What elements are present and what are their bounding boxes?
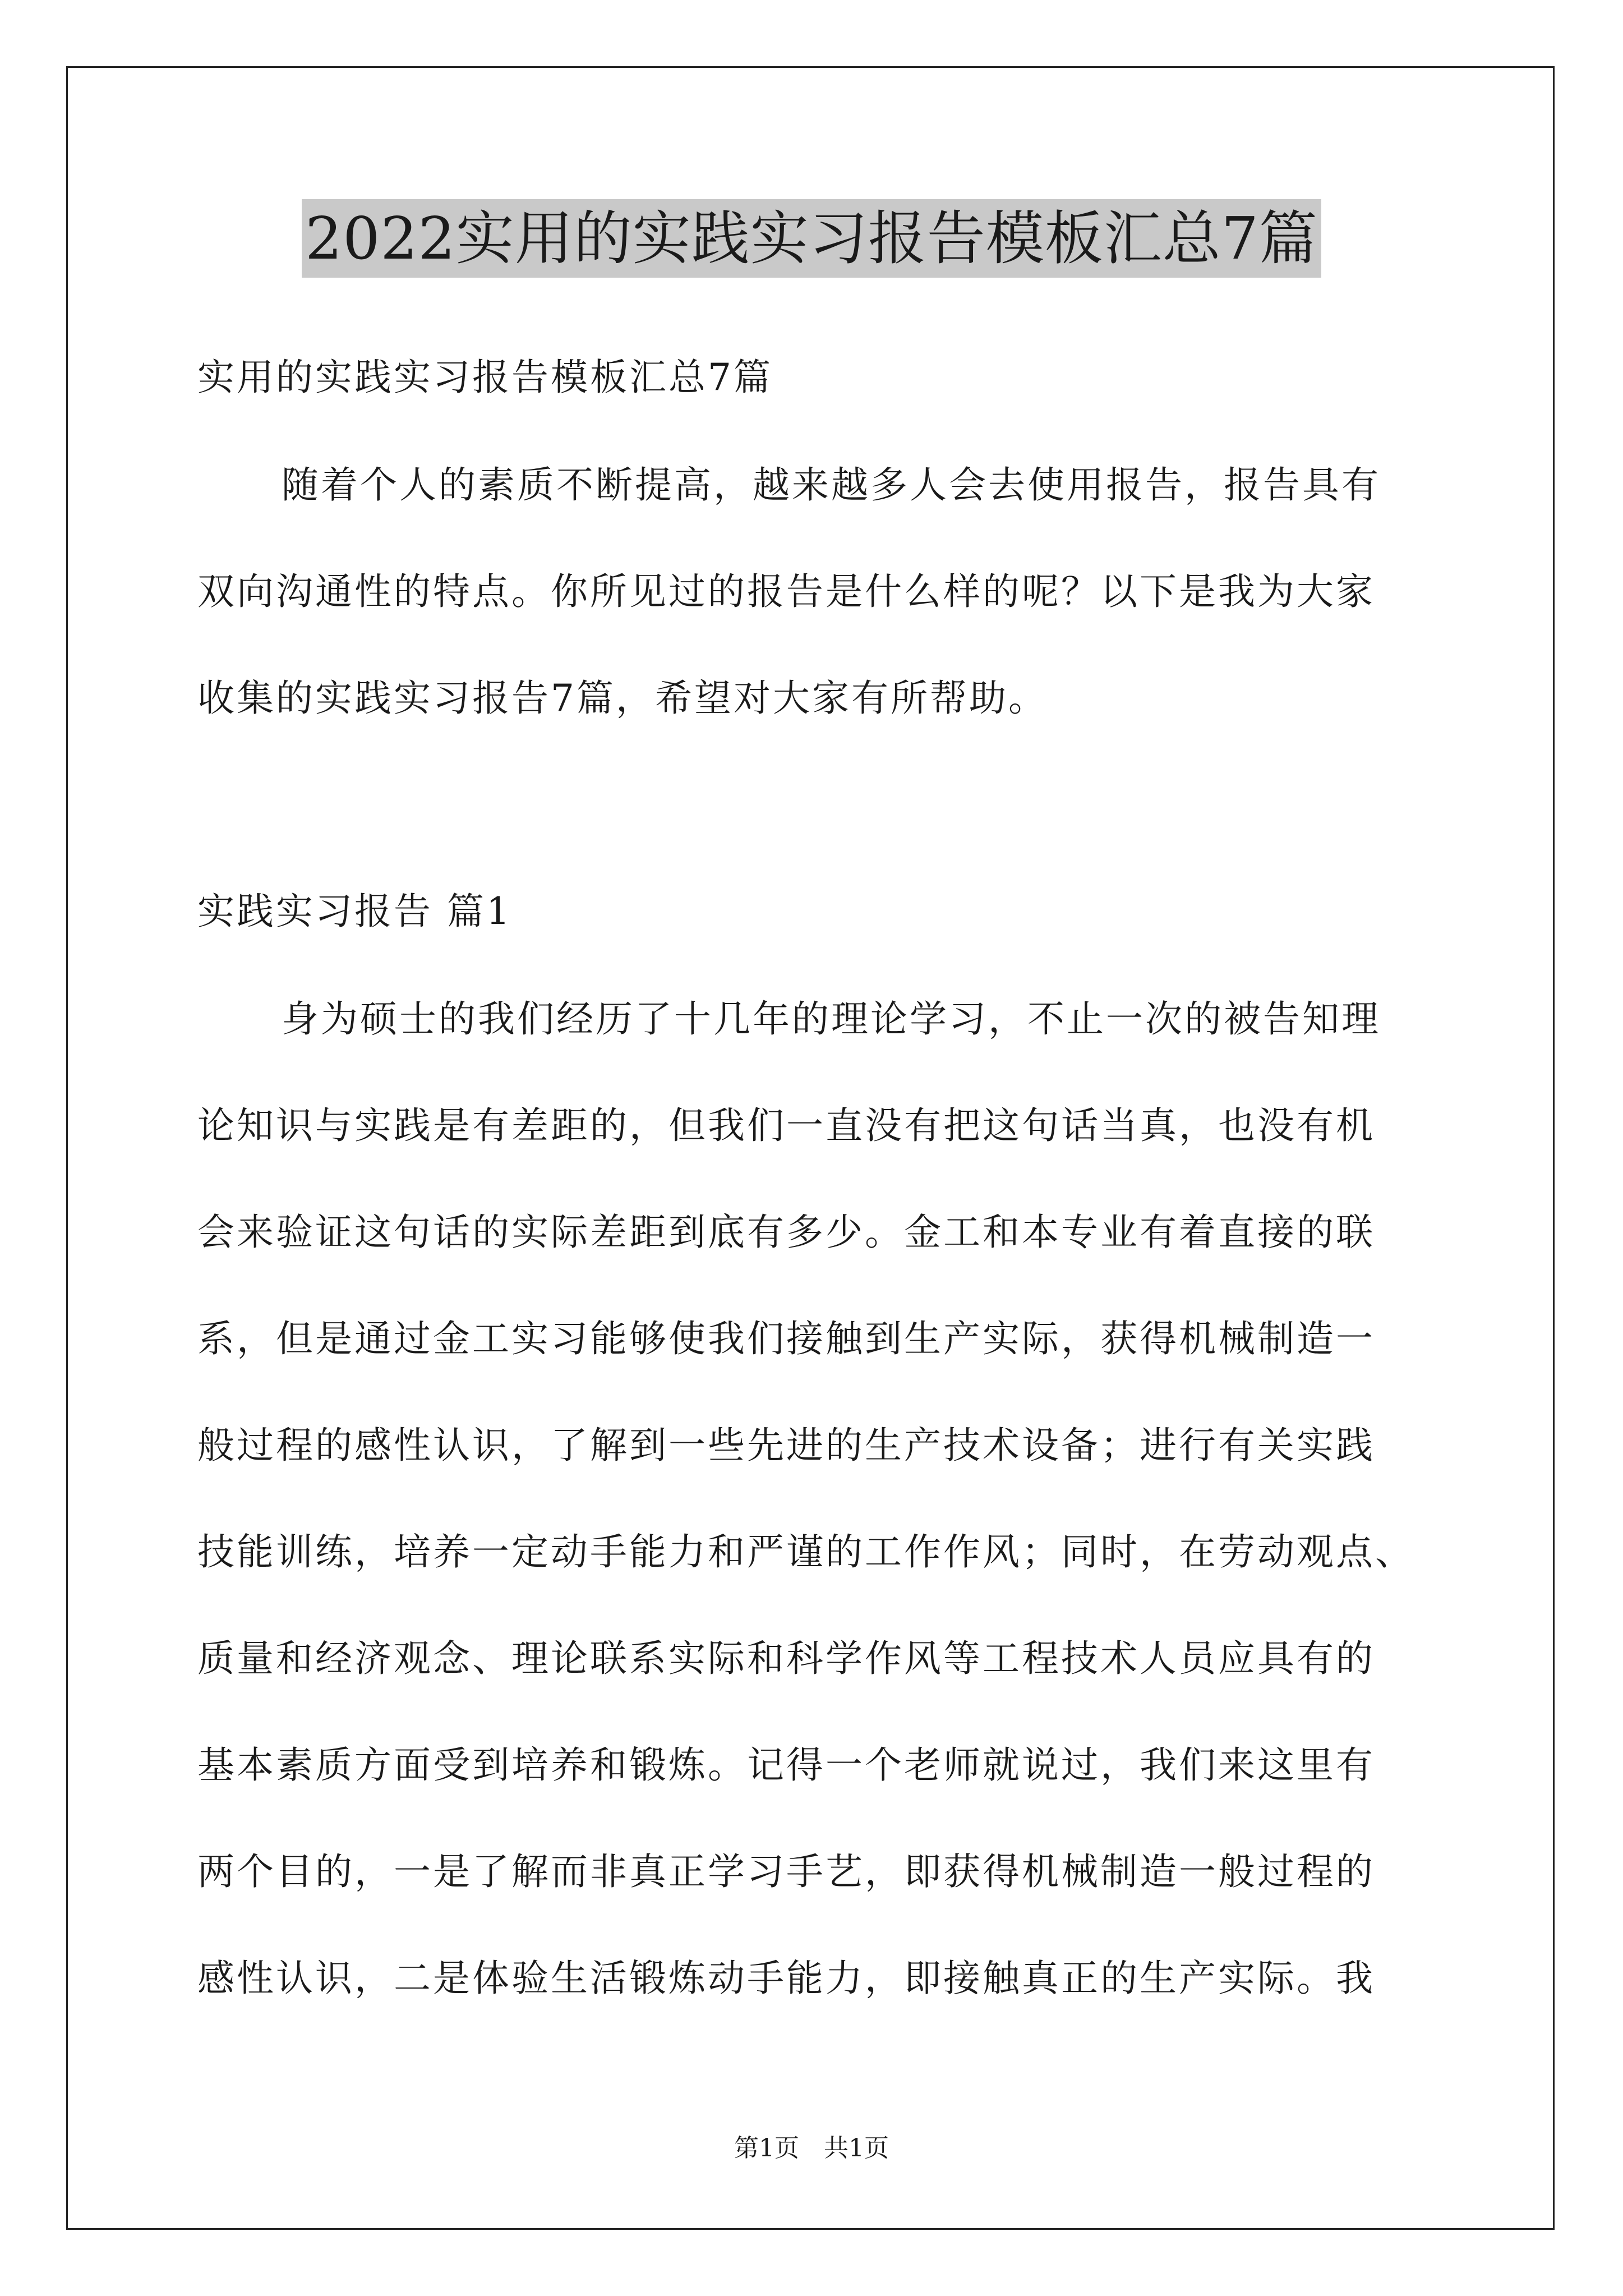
body-line-4: 系，但是通过金工实习能够使我们接触到生产实际，获得机械制造一 [197, 1317, 1375, 1360]
intro-line-2: 双向沟通性的特点。你所见过的报告是什么样的呢？以下是我为大家 [197, 570, 1375, 613]
body-line-8: 基本素质方面受到培养和锻炼。记得一个老师就说过，我们来这里有 [197, 1743, 1375, 1787]
document-title: 2022实用的实践实习报告模板汇总7篇 [302, 199, 1321, 278]
page-footer: 第1页 共1页 [734, 2134, 889, 2162]
body-line-2: 论知识与实践是有差距的，但我们一直没有把这句话当真，也没有机 [197, 1104, 1375, 1147]
body-line-9: 两个目的，一是了解而非真正学习手艺，即获得机械制造一般过程的 [197, 1850, 1375, 1893]
section-heading: 实践实习报告 篇1 [197, 890, 512, 933]
intro-line-3: 收集的实践实习报告7篇，希望对大家有所帮助。 [197, 677, 1048, 720]
body-line-6: 技能训练，培养一定动手能力和严谨的工作作风；同时，在劳动观点、 [197, 1530, 1414, 1573]
intro-line-1: 随着个人的素质不断提高，越来越多人会去使用报告，报告具有 [282, 463, 1381, 507]
body-line-10: 感性认识，二是体验生活锻炼动手能力，即接触真正的生产实际。我 [197, 1957, 1375, 2000]
body-line-1: 身为硕士的我们经历了十几年的理论学习，不止一次的被告知理 [282, 997, 1381, 1041]
title-container [0, 199, 1623, 278]
body-line-5: 般过程的感性认识，了解到一些先进的生产技术设备；进行有关实践 [197, 1424, 1375, 1467]
body-line-7: 质量和经济观念、理论联系实际和科学作风等工程技术人员应具有的 [197, 1637, 1375, 1680]
subtitle: 实用的实践实习报告模板汇总7篇 [197, 356, 773, 399]
body-line-3: 会来验证这句话的实际差距到底有多少。金工和本专业有着直接的联 [197, 1211, 1375, 1254]
